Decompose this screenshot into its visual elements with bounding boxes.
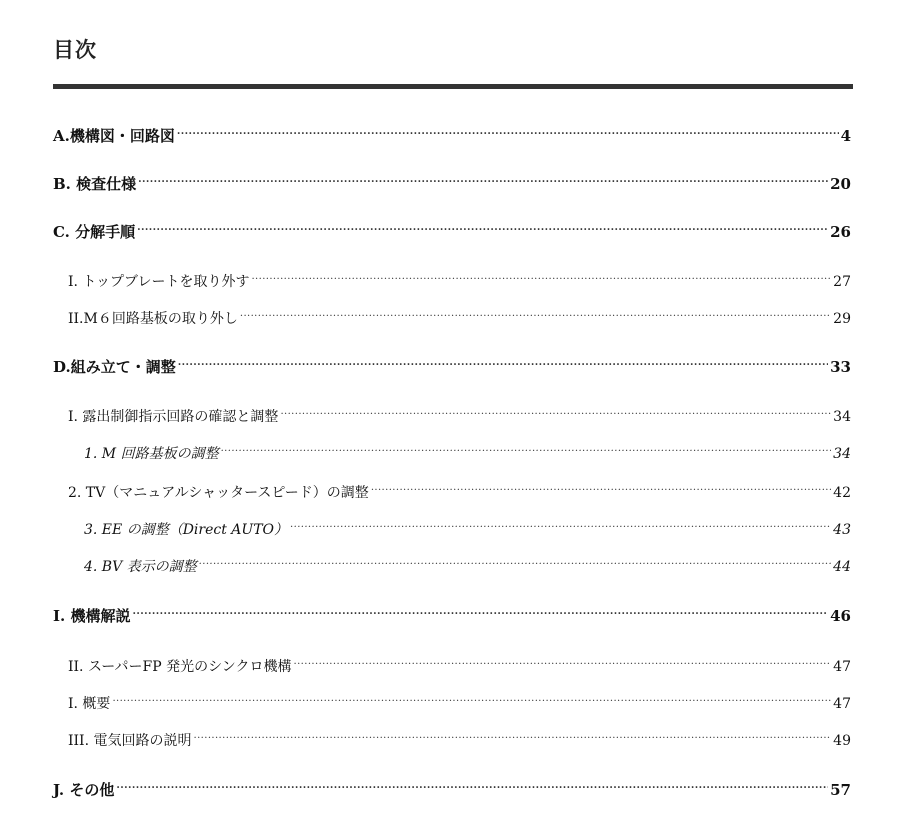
toc-entry-label: A.機構図・回路図	[53, 127, 175, 145]
toc-entry[interactable]	[68, 721, 851, 749]
toc-entry-label: II. スーパーFP 発光のシンクロ機構	[68, 659, 292, 675]
toc-entry[interactable]	[84, 547, 851, 575]
toc-page-number: 33	[830, 358, 851, 376]
toc-page-number: 49	[833, 733, 851, 749]
toc-leader	[132, 597, 828, 621]
toc-page-number: 34	[833, 446, 851, 462]
toc-leader	[240, 299, 831, 323]
toc-page-number: 26	[830, 223, 851, 241]
toc-entry-label: 1. M 回路基板の調整	[84, 446, 219, 462]
toc-leader	[280, 397, 831, 421]
toc-entry[interactable]	[68, 397, 851, 425]
toc-page-number: 57	[830, 781, 851, 799]
toc-entry-label: I. トップブレートを取り外す	[68, 274, 250, 290]
toc-page-number: 47	[833, 659, 851, 675]
toc-page-number: 44	[833, 559, 851, 575]
toc-leader	[177, 117, 839, 141]
toc-leader	[251, 262, 831, 286]
toc-entry[interactable]	[68, 262, 851, 290]
toc-leader	[178, 348, 828, 372]
toc-entry-label: III. 電気回路の説明	[68, 733, 192, 749]
toc-entry[interactable]	[68, 647, 851, 675]
toc-entry-label: B. 検査仕様	[53, 175, 137, 193]
page-title: 目次	[53, 38, 97, 62]
toc-page-number: 34	[833, 409, 851, 425]
toc-page-number: 4	[840, 127, 851, 145]
toc-entry[interactable]	[53, 213, 851, 241]
toc-leader	[221, 434, 832, 458]
toc-entry[interactable]	[53, 597, 851, 625]
toc-entry-label: 2. TV（マニュアルシャッタースピード）の調整	[68, 485, 369, 501]
toc-leader	[371, 473, 831, 497]
toc-entry[interactable]	[53, 165, 851, 193]
toc-entry[interactable]	[84, 434, 851, 462]
toc-entry[interactable]	[53, 771, 851, 799]
toc-entry[interactable]	[68, 473, 851, 501]
toc-leader	[116, 771, 828, 795]
toc-page-number: 20	[830, 175, 851, 193]
toc-entry-label: I. 概要	[68, 696, 111, 712]
toc-entry-label: D.組み立て・調整	[53, 358, 176, 376]
toc-entry[interactable]	[53, 348, 851, 376]
toc-entry-label: I. 露出制御指示回路の確認と調整	[68, 409, 279, 425]
toc-page-number: 27	[833, 274, 851, 290]
toc-page-number: 42	[833, 485, 851, 501]
toc-page-number: 46	[830, 607, 851, 625]
toc-page-number: 47	[833, 696, 851, 712]
toc-leader	[199, 547, 832, 571]
toc-entry[interactable]	[68, 684, 851, 712]
toc-page-number: 43	[833, 522, 851, 538]
toc-leader	[112, 684, 831, 708]
toc-entry[interactable]	[68, 299, 851, 327]
toc-leader	[137, 213, 828, 237]
toc-entry-label: II.M６回路基板の取り外し	[68, 311, 238, 327]
toc-entry-label: J. その他	[53, 781, 115, 799]
toc-leader	[194, 721, 832, 745]
toc-leader	[290, 510, 831, 534]
toc-entry-label: 3. EE の調整（Direct AUTO）	[84, 522, 289, 538]
toc-leader	[294, 647, 832, 671]
toc-entry[interactable]	[84, 510, 851, 538]
toc-entry-label: C. 分解手順	[53, 223, 136, 241]
toc-entry[interactable]	[53, 117, 851, 145]
toc-page-number: 29	[833, 311, 851, 327]
toc-leader	[138, 165, 828, 189]
toc-entry-label: I. 機構解説	[53, 607, 131, 625]
toc-entry-label: 4. BV 表示の調整	[84, 559, 197, 575]
